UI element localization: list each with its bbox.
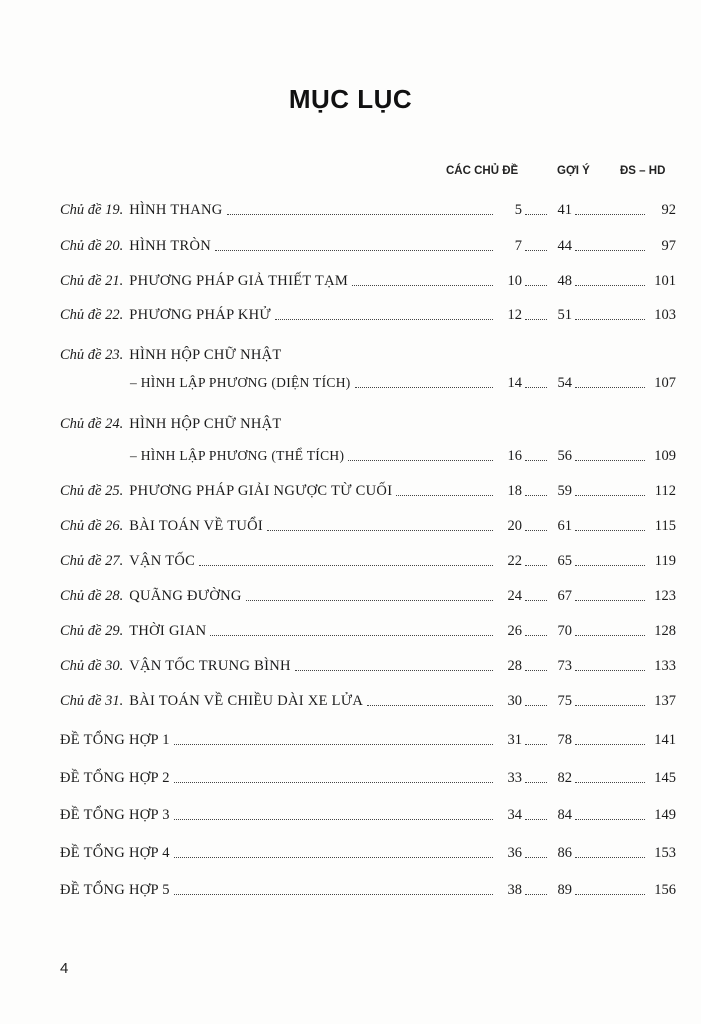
- toc-entry-label: [60, 768, 496, 788]
- toc-entry-label: [60, 691, 496, 711]
- page-ref-topic: 31: [507, 732, 522, 748]
- toc-entry[interactable]: [60, 730, 676, 750]
- toc-entry-line: [60, 345, 676, 365]
- page-ref-hint: 59: [557, 483, 572, 499]
- dot-leader: [575, 819, 645, 820]
- toc-entry-prefix: Chủ đề 30.: [60, 658, 124, 674]
- page-ref-hint: 75: [557, 693, 572, 709]
- dot-leader: [367, 705, 493, 706]
- dot-leader: [525, 460, 547, 461]
- toc-entry[interactable]: [60, 691, 676, 711]
- page-ref-answer: 112: [654, 483, 676, 499]
- toc-entry-title: HÌNH TRÒN: [129, 238, 212, 254]
- page-ref-answer: 137: [654, 693, 676, 709]
- toc-entry-label: [60, 481, 496, 501]
- dot-leader: [575, 250, 645, 251]
- dot-leader: [575, 495, 645, 496]
- toc-entry-title: PHƯƠNG PHÁP GIẢ THIẾT TẠM: [129, 273, 349, 289]
- toc-entry-title: PHƯƠNG PHÁP KHỬ: [129, 307, 271, 323]
- dot-leader: [575, 565, 645, 566]
- toc-entry-title: HÌNH HỘP CHỮ NHẬT: [129, 416, 282, 432]
- page-ref-answer: 141: [654, 732, 676, 748]
- page-ref-topic: 36: [507, 845, 522, 861]
- page-ref-answer: 115: [654, 518, 676, 534]
- page-ref-answer: 92: [661, 202, 676, 218]
- toc-entry-label: [60, 345, 676, 365]
- page-ref-hint: 51: [557, 307, 572, 323]
- page-ref-topic: 34: [507, 807, 522, 823]
- page-ref-answer: 107: [654, 375, 676, 391]
- page-ref-topic: 24: [507, 588, 522, 604]
- page-ref-hint: 48: [557, 273, 572, 289]
- page-ref-topic: 5: [514, 202, 522, 218]
- toc-entry-label: [60, 730, 496, 750]
- page-ref-hint: 61: [557, 518, 572, 534]
- column-header-topics: CÁC CHỦ ĐỀ: [446, 165, 519, 177]
- page-ref-answer: 109: [654, 448, 676, 464]
- toc-entry-title: HÌNH THANG: [129, 202, 223, 218]
- dot-leader: [575, 600, 645, 601]
- dot-leader: [575, 635, 645, 636]
- dot-leader: [525, 250, 547, 251]
- page-ref-answer: 101: [654, 273, 676, 289]
- dot-leader: [575, 285, 645, 286]
- page-ref-answer: 133: [654, 658, 676, 674]
- page-ref-topic: 26: [507, 623, 522, 639]
- page-ref-hint: 70: [557, 623, 572, 639]
- dot-leader: [575, 705, 645, 706]
- toc-entry-prefix: Chủ đề 20.: [60, 238, 124, 254]
- page-ref-hint: 41: [557, 202, 572, 218]
- dot-leader: [525, 495, 547, 496]
- toc-entry-label: [60, 586, 496, 606]
- toc-entry-label: [60, 656, 496, 676]
- toc-entry[interactable]: [60, 805, 676, 825]
- toc-entry-title: QUÃNG ĐƯỜNG: [129, 588, 242, 604]
- toc-entry-prefix: Chủ đề 25.: [60, 483, 124, 499]
- dot-leader: [525, 635, 547, 636]
- page-ref-answer: 119: [654, 553, 676, 569]
- toc-entry[interactable]: [60, 305, 676, 325]
- page-ref-hint: 73: [557, 658, 572, 674]
- toc-entry-title: HÌNH HỘP CHỮ NHẬT: [129, 347, 282, 363]
- dot-leader: [575, 460, 645, 461]
- page-ref-hint: 56: [557, 448, 572, 464]
- page-title: MỤC LỤC: [288, 84, 413, 114]
- page-ref-topic: 12: [507, 307, 522, 323]
- page-ref-hint: 65: [557, 553, 572, 569]
- toc-entry-label: [60, 843, 496, 863]
- toc-entry-label: [60, 271, 496, 291]
- toc-entry[interactable]: [60, 516, 676, 536]
- toc-entry-title: ĐỀ TỔNG HỢP 5: [60, 882, 170, 898]
- dot-leader: [174, 819, 493, 820]
- dot-leader: [174, 894, 493, 895]
- dot-leader: [575, 782, 645, 783]
- page-ref-answer: 97: [661, 238, 676, 254]
- page-ref-hint: 67: [557, 588, 572, 604]
- toc-entry-title: ĐỀ TỔNG HỢP 1: [60, 732, 170, 748]
- page-ref-topic: 14: [507, 375, 522, 391]
- toc-entry-label: [60, 446, 496, 466]
- dot-leader: [174, 782, 493, 783]
- toc-entry[interactable]: [60, 551, 676, 571]
- toc-entry[interactable]: [60, 236, 676, 256]
- dot-leader: [525, 857, 547, 858]
- toc-entry-label: [60, 621, 496, 641]
- toc-entry-prefix: Chủ đề 22.: [60, 307, 124, 323]
- toc-entry-title: ĐỀ TỔNG HỢP 3: [60, 807, 170, 823]
- toc-entry[interactable]: [60, 621, 676, 641]
- toc-entry-prefix: Chủ đề 31.: [60, 693, 124, 709]
- toc-entry-prefix: Chủ đề 24.: [60, 416, 124, 432]
- page-ref-topic: 7: [514, 238, 522, 254]
- dot-leader: [396, 495, 493, 496]
- page-ref-hint: 82: [557, 770, 572, 786]
- toc-entry-label: [60, 516, 496, 536]
- toc-entry[interactable]: [60, 656, 676, 676]
- toc-entry-label: [60, 200, 496, 220]
- dot-leader: [227, 214, 493, 215]
- page-ref-answer: 149: [654, 807, 676, 823]
- toc-entry[interactable]: [60, 446, 676, 466]
- toc-entry[interactable]: [60, 768, 676, 788]
- toc-entry-prefix: Chủ đề 27.: [60, 553, 124, 569]
- toc-entry-title: PHƯƠNG PHÁP GIẢI NGƯỢC TỪ CUỐI: [129, 483, 393, 499]
- dot-leader: [174, 857, 493, 858]
- dot-leader: [525, 285, 547, 286]
- dot-leader: [355, 387, 493, 388]
- dot-leader: [215, 250, 493, 251]
- dot-leader: [575, 744, 645, 745]
- page-ref-answer: 123: [654, 588, 676, 604]
- toc-entry[interactable]: [60, 843, 676, 863]
- page-ref-answer: 156: [654, 882, 676, 898]
- dot-leader: [525, 530, 547, 531]
- toc-entry[interactable]: [60, 271, 676, 291]
- dot-leader: [525, 705, 547, 706]
- toc-entry-title: VẬN TỐC TRUNG BÌNH: [129, 658, 291, 674]
- page-ref-topic: 30: [507, 693, 522, 709]
- dot-leader: [275, 319, 493, 320]
- toc-entry[interactable]: [60, 200, 676, 220]
- dot-leader: [246, 600, 493, 601]
- dot-leader: [525, 600, 547, 601]
- page-ref-topic: 10: [507, 273, 522, 289]
- toc-entry-prefix: Chủ đề 19.: [60, 202, 124, 218]
- toc-entry-prefix: Chủ đề 28.: [60, 588, 124, 604]
- dot-leader: [525, 387, 547, 388]
- dot-leader: [525, 819, 547, 820]
- dot-leader: [525, 670, 547, 671]
- dot-leader: [199, 565, 493, 566]
- page-ref-answer: 153: [654, 845, 676, 861]
- toc-entry[interactable]: [60, 880, 676, 900]
- dot-leader: [352, 285, 493, 286]
- toc-entry-subtitle: – HÌNH LẬP PHƯƠNG (DIỆN TÍCH): [130, 375, 351, 390]
- toc-entry-prefix: Chủ đề 29.: [60, 623, 124, 639]
- dot-leader: [525, 744, 547, 745]
- page-ref-hint: 54: [557, 375, 572, 391]
- page-ref-answer: 128: [654, 623, 676, 639]
- page-ref-hint: 86: [557, 845, 572, 861]
- toc-entry-label: [60, 414, 676, 434]
- page-ref-topic: 38: [507, 882, 522, 898]
- toc-entry-title: VẬN TỐC: [129, 553, 196, 569]
- page-ref-hint: 78: [557, 732, 572, 748]
- dot-leader: [575, 894, 645, 895]
- toc-entry-title: THỜI GIAN: [129, 623, 207, 639]
- dot-leader: [575, 214, 645, 215]
- page-ref-answer: 145: [654, 770, 676, 786]
- page-ref-hint: 84: [557, 807, 572, 823]
- page-ref-hint: 89: [557, 882, 572, 898]
- page-ref-topic: 22: [507, 553, 522, 569]
- dot-leader: [174, 744, 493, 745]
- toc-entry[interactable]: [60, 481, 676, 501]
- dot-leader: [575, 319, 645, 320]
- dot-leader: [575, 387, 645, 388]
- toc-entry[interactable]: [60, 373, 676, 393]
- toc-entry[interactable]: [60, 586, 676, 606]
- column-header-answers: ĐS – HD: [620, 165, 666, 177]
- dot-leader: [525, 565, 547, 566]
- toc-entry-prefix: Chủ đề 21.: [60, 273, 124, 289]
- toc-entry-title: ĐỀ TỔNG HỢP 4: [60, 845, 170, 861]
- page-ref-topic: 16: [507, 448, 522, 464]
- toc-entry-title: BÀI TOÁN VỀ TUỔI: [129, 518, 264, 534]
- page-ref-hint: 44: [557, 238, 572, 254]
- toc-entry-label: [60, 236, 496, 256]
- page-ref-answer: 103: [654, 307, 676, 323]
- dot-leader: [525, 319, 547, 320]
- toc-entry-label: [60, 305, 496, 325]
- toc-entry-prefix: Chủ đề 26.: [60, 518, 124, 534]
- page-ref-topic: 18: [507, 483, 522, 499]
- toc-entry-title: ĐỀ TỔNG HỢP 2: [60, 770, 170, 786]
- page-ref-topic: 33: [507, 770, 522, 786]
- toc-entry-label: [60, 880, 496, 900]
- toc-entry-label: [60, 551, 496, 571]
- page-number: 4: [60, 960, 69, 977]
- dot-leader: [295, 670, 493, 671]
- dot-leader: [348, 460, 493, 461]
- dot-leader: [210, 635, 493, 636]
- page-ref-topic: 20: [507, 518, 522, 534]
- toc-entry-prefix: Chủ đề 23.: [60, 347, 124, 363]
- toc-entry-line: [60, 414, 676, 434]
- toc-entry-label: [60, 805, 496, 825]
- column-header-hints: GỢI Ý: [557, 165, 590, 177]
- dot-leader: [525, 782, 547, 783]
- toc-entry-subtitle: – HÌNH LẬP PHƯƠNG (THỂ TÍCH): [130, 448, 345, 463]
- dot-leader: [267, 530, 493, 531]
- dot-leader: [575, 670, 645, 671]
- dot-leader: [575, 530, 645, 531]
- toc-entry-title: BÀI TOÁN VỀ CHIỀU DÀI XE LỬA: [129, 693, 364, 709]
- dot-leader: [525, 214, 547, 215]
- dot-leader: [575, 857, 645, 858]
- page-ref-topic: 28: [507, 658, 522, 674]
- toc-entry-label: [60, 373, 496, 393]
- dot-leader: [525, 894, 547, 895]
